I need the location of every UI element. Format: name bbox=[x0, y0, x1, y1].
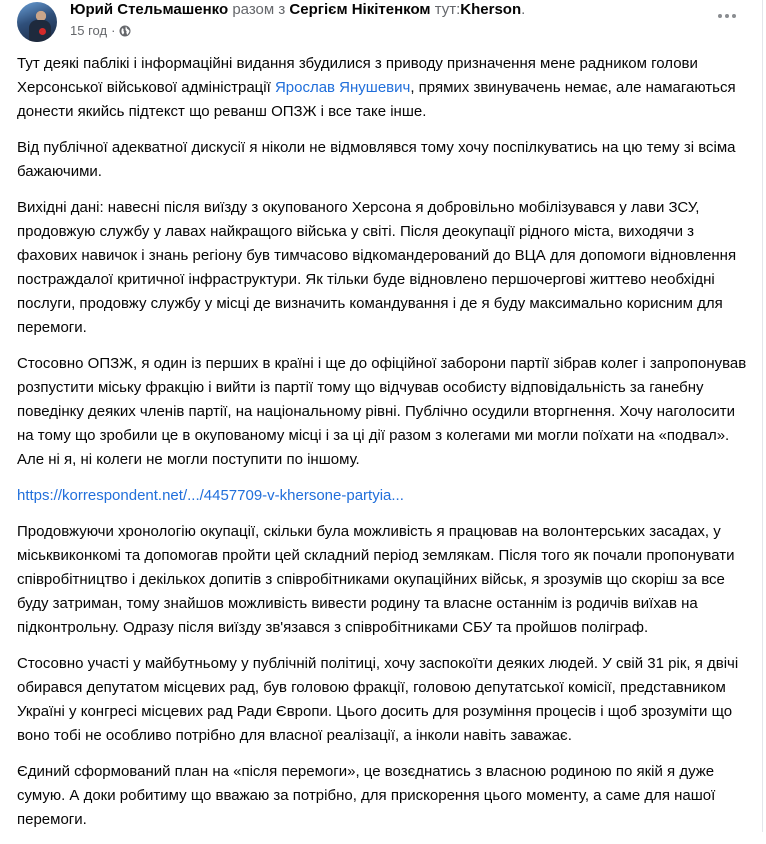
more-horizontal-icon-dot bbox=[718, 14, 722, 18]
avatar-rose bbox=[39, 28, 46, 35]
mention-link[interactable]: Ярослав Янушевич bbox=[274, 79, 411, 96]
with-word: разом з bbox=[232, 1, 286, 18]
at-word: тут: bbox=[434, 1, 461, 18]
location-suffix: . bbox=[521, 1, 526, 18]
external-link[interactable]: https://korrespondent.net/.../4457709-v-khersone-partyia... bbox=[17, 487, 404, 504]
location-name[interactable]: Kherson bbox=[460, 1, 522, 18]
paragraph-text: , прямих звинувачень немає, але намагаються донести якийсь підтекст що реванш ОПЗЖ і все таке інше. bbox=[17, 79, 736, 120]
meta-separator: · bbox=[111, 23, 116, 38]
post-paragraph-3: Вихідні дані: навесні після виїзду з окупованого Херсона я добровільно мобілізувався у лави ЗСУ, продовжую службу у лавах найкращого війська у світі. Після деокупації рідного міста, виходячи з фахових навичок і знань регіону був тимчасово відкомандерований до ВЦА для допомоги відновлення постраждалої критичної інфраструктури. Як тільки буде відновлено першочергові життево необхідні послуги, продовжу службу у місці де визначить командування і де я буду максимально корисним для перемоги. bbox=[17, 199, 737, 336]
post-paragraph-5: Продовжуючи хронологію окупації, скільки була можливість я працював на волонтерських засадах, у міськвиконкомі та допомогав пройти цей складний період землякам. Після того як почали пропонувати співробітництво і декількох допитів з співробітниками окупаційних військ, я зрозумів що скоріш за все буду затриман, тому знайшов можливість вивести родину та власне останнім із родичів виїхав на підконтрольну. Одразу після виїзду зв'язався з співробітниками СБУ та пройшов поліграф. bbox=[17, 523, 735, 636]
post-time[interactable]: 15 год bbox=[70, 23, 108, 38]
post-link-paragraph bbox=[17, 484, 747, 508]
post-paragraph-2: Від публічної адекватної дискусії я ніколи не відмовлявся тому хочу поспілкуватись на цю тему зі всіма бажаючими. bbox=[17, 139, 736, 180]
more-horizontal-icon-dot bbox=[732, 14, 736, 18]
more-options-button[interactable] bbox=[715, 6, 739, 26]
header-line bbox=[70, 0, 525, 20]
more-horizontal-icon-dot bbox=[725, 14, 729, 18]
tagged-person[interactable]: Сергієм Нікітенком bbox=[289, 1, 431, 18]
post-paragraph-7: Єдиний сформований план на «після перемоги», це возєднатись з власною родиною по якій я дуже сумую. А доки робитиму що вважаю за потрібно, для прискорення цього моменту, а саме для нашої перемоги. bbox=[17, 763, 716, 828]
post-paragraph-1 bbox=[17, 52, 747, 124]
globe-icon[interactable] bbox=[119, 25, 131, 37]
post-meta bbox=[70, 23, 131, 39]
paragraph-text: Тут деякі паблікі і інформаційні видання збудилися з приводу призначення мене радником голови Херсонської військової адміністрації bbox=[17, 55, 698, 96]
post-paragraph-4: Стосовно ОПЗЖ, я один із перших в країні і ще до офіційної заборони партії зібрав колег і запропонував розпустити міську фракцію і вийти із партії тому що відчував особисту відповідальність за ганебну поведінку деяких членів партії, на національному рівні. Публічно осудили вторгнення. Хочу наголосити на тому що зробили це в окупованому місці і за ці дії разом з колегами ми могли поїхати на «подвал». Але ні я, ні колеги не могли поступити по іншому. bbox=[17, 355, 747, 468]
author-name[interactable]: Юрий Стельмашенко bbox=[70, 1, 229, 18]
post-paragraph-6: Стосовно участі у майбутньому у публічній політиці, хочу заспокоїти деяких людей. У свій 31 рік, я двічі обирався депутатом місцевих рад, був головою фракції, головою депутатської комісії, представником Україні у конгресі місцевих рад Ради Європи. Цього досить для розуміння процесів і щоб зрозуміти що воно тобі не особливо потрібно для власної реалізації, а інколи навіть заважає. bbox=[17, 655, 739, 744]
post-body bbox=[17, 52, 747, 844]
post-header bbox=[0, 0, 762, 48]
author-avatar[interactable] bbox=[17, 2, 57, 42]
